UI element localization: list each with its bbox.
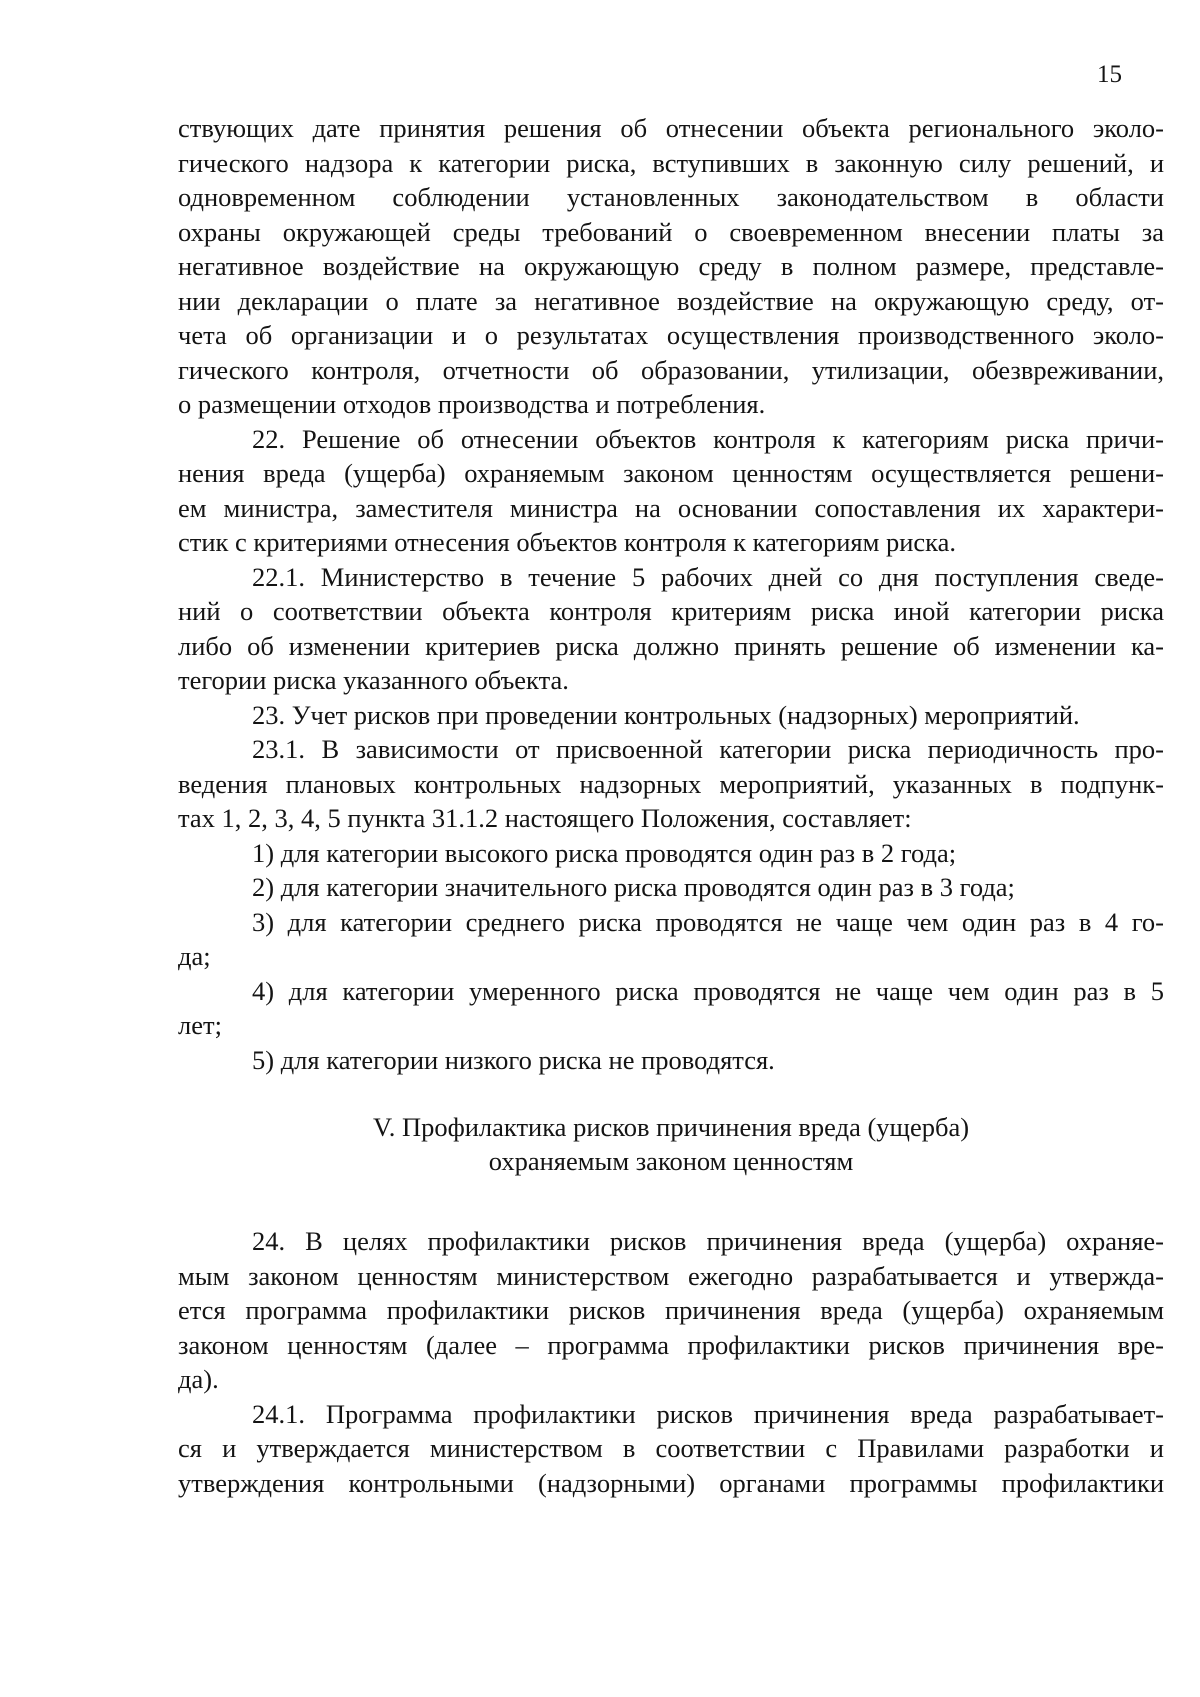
text-line: законом ценностям (далее – программа профилактики рисков причинения вре- <box>178 1330 1164 1360</box>
text-line: ется программа профилактики рисков причинения вреда (ущерба) охраняемым <box>178 1295 1164 1325</box>
text-line: 23.1. В зависимости от присвоенной категории риска периодичность про- <box>252 734 1164 764</box>
text-line: одновременном соблюдении установленных законодательством в области <box>178 182 1164 212</box>
text-line: ся и утверждается министерством в соответствии с Правилами разработки и <box>178 1433 1164 1463</box>
text-line: ний о соответствии объекта контроля критериям риска иной категории риска <box>178 596 1164 626</box>
list-item: 5) для категории низкого риска не проводятся. <box>252 1045 775 1075</box>
text-line: ствующих дате принятия решения об отнесении объекта регионального эколо- <box>178 113 1164 143</box>
list-item: 2) для категории значительного риска проводятся один раз в 3 года; <box>252 872 1015 902</box>
text-line: тегории риска указанного объекта. <box>178 665 569 695</box>
text-line: 24.1. Программа профилактики рисков причинения вреда разрабатывает- <box>252 1399 1164 1429</box>
section-heading: V. Профилактика рисков причинения вреда (ущерба) <box>372 1112 970 1142</box>
list-item: 4) для категории умеренного риска проводятся не чаще чем один раз в 5 <box>252 976 1164 1006</box>
text-line: о размещении отходов производства и потребления. <box>178 389 766 419</box>
text-line: да). <box>178 1364 219 1394</box>
text-line: лет; <box>178 1010 222 1040</box>
text-line: 22. Решение об отнесении объектов контроля к категориям риска причи- <box>252 424 1164 454</box>
text-line: стик с критериями отнесения объектов контроля к категориям риска. <box>178 527 957 557</box>
text-line: мым законом ценностям министерством ежегодно разрабатывается и утвержда- <box>178 1261 1164 1291</box>
list-item: 1) для категории высокого риска проводятся один раз в 2 года; <box>252 838 957 868</box>
page-number: 15 <box>1097 61 1122 88</box>
text-line: 23. Учет рисков при проведении контрольных (надзорных) мероприятий. <box>252 700 1080 730</box>
text-line: да; <box>178 941 211 971</box>
text-line: негативное воздействие на окружающую среду в полном размере, представле- <box>178 251 1164 281</box>
text-line: чета об организации и о результатах осуществления производственного эколо- <box>178 320 1164 350</box>
list-item: 3) для категории среднего риска проводятся не чаще чем один раз в 4 го- <box>252 907 1164 937</box>
text-line: ведения плановых контрольных надзорных мероприятий, указанных в подпунк- <box>178 769 1164 799</box>
text-line: охраны окружающей среды требований о своевременном внесении платы за <box>178 217 1164 247</box>
text-line: нения вреда (ущерба) охраняемым законом ценностям осуществляется решени- <box>178 458 1164 488</box>
text-line: гического контроля, отчетности об образовании, утилизации, обезвреживании, <box>178 355 1164 385</box>
text-line: гического надзора к категории риска, вступивших в законную силу решений, и <box>178 148 1164 178</box>
text-line: 24. В целях профилактики рисков причинения вреда (ущерба) охраняе- <box>252 1226 1164 1256</box>
text-line: утверждения контрольными (надзорными) органами программы профилактики <box>178 1468 1164 1498</box>
text-line: ем министра, заместителя министра на основании сопоставления их характери- <box>178 493 1164 523</box>
section-heading: охраняемым законом ценностям <box>488 1146 854 1176</box>
text-line: либо об изменении критериев риска должно принять решение об изменении ка- <box>178 631 1164 661</box>
text-line: нии декларации о плате за негативное воздействие на окружающую среду, от- <box>178 286 1164 316</box>
text-line: тах 1, 2, 3, 4, 5 пункта 31.1.2 настоящего Положения, составляет: <box>178 803 912 833</box>
text-line: 22.1. Министерство в течение 5 рабочих дней со дня поступления сведе- <box>252 562 1164 592</box>
